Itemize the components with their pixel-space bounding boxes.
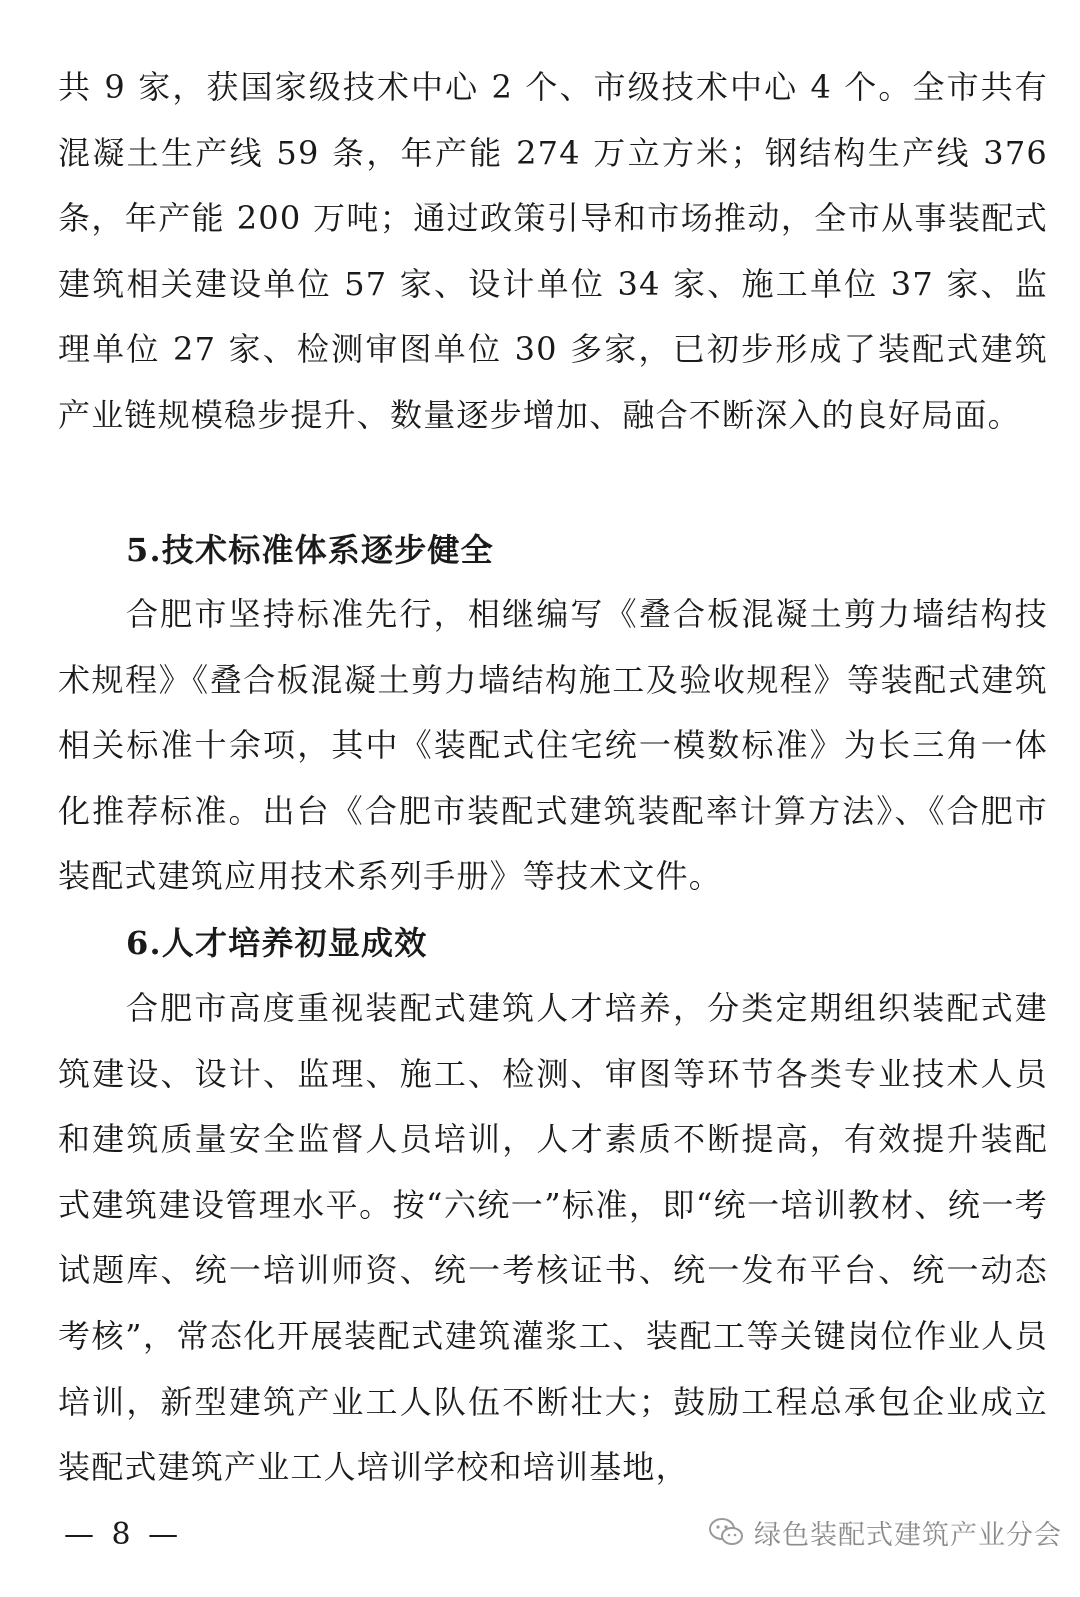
wechat-icon [708, 1517, 744, 1547]
section-heading: 5.技术标准体系逐步健全 [126, 531, 494, 569]
body-paragraph: 合肥市坚持标准先行，相继编写《叠合板混凝土剪力墙结构技术规程》《叠合板混凝土剪力墙结构施工及验收规程》等装配式建筑相关标准十余项，其中《装配式住宅统一模数标准》为长三角一体化推荐标准。出台《合肥市装配式建筑装配率计算方法》、《合肥市装配式建筑应用技术系列手册》等技术文件。 [58, 595, 1048, 896]
watermark-text: 绿色装配式建筑产业分会 [754, 1519, 1062, 1551]
watermark [708, 1512, 1062, 1552]
page-number: — 8 — [64, 1517, 183, 1552]
body-paragraph: 共 9 家，获国家级技术中心 2 个、市级技术中心 4 个。全市共有混凝土生产线 59 条，年产能 274 万立方米；钢结构生产线 376 条，年产能 200 万吨；通过政策引导和市场推动，全市从事装配式建筑相关建设单位 57 家、设计单位 34 家、施工单位 37 家、监理单位 27 家、检测审图单位 30 多家，已初步形成了装配式建筑产业链规模稳步提升、数量逐步增加、融合不断深入的良好局面。 [58, 68, 1048, 434]
body-paragraph: 合肥市高度重视装配式建筑人才培养，分类定期组织装配式建筑建设、设计、监理、施工、检测、审图等环节各类专业技术人员和建筑质量安全监督人员培训，人才素质不断提高，有效提升装配式建筑建设管理水平。按“六统一”标准，即“统一培训教材、统一考试题库、统一培训师资、统一考核证书、统一发布平台、统一动态考核”，常态化开展装配式建筑灌浆工、装配工等关键岗位作业人员培训，新型建筑产业工人队伍不断壮大；鼓励工程总承包企业成立装配式建筑产业工人培训学校和培训基地， [58, 989, 1048, 1487]
section-heading: 6.人才培养初显成效 [126, 924, 428, 962]
